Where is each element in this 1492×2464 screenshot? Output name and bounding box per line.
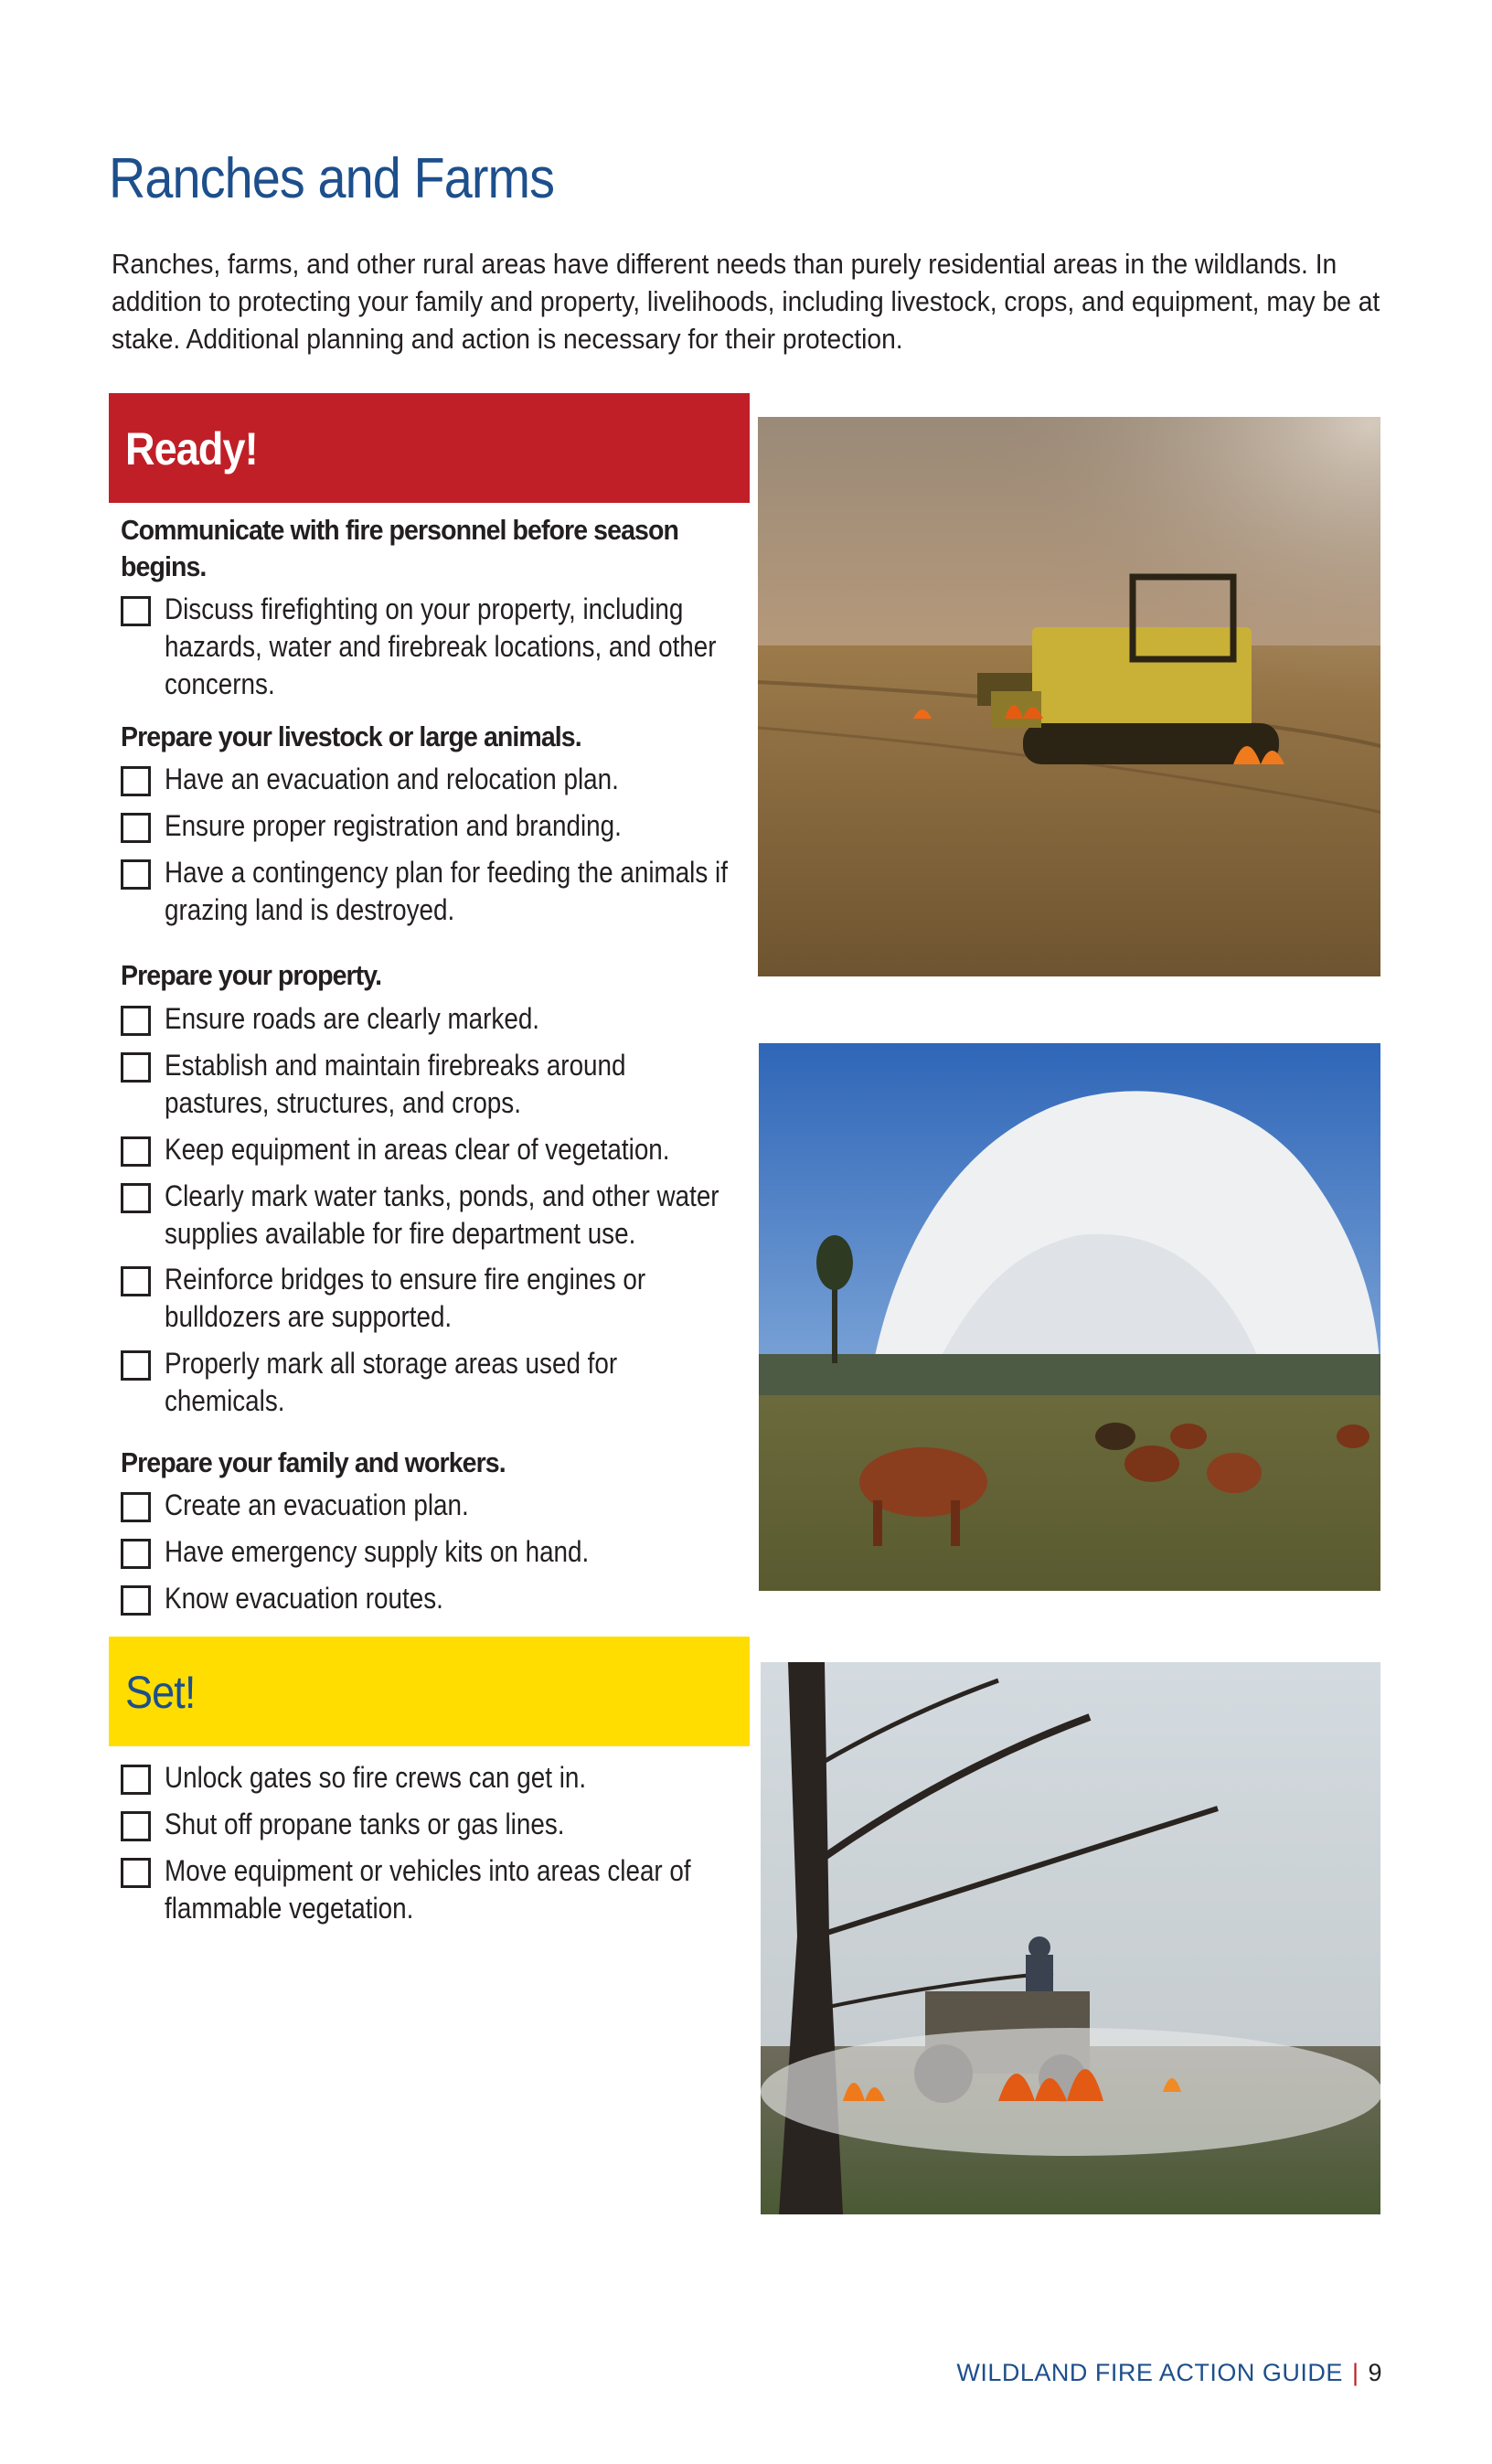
section-heading-property: Prepare your property. (121, 959, 382, 991)
checkbox[interactable] (121, 1266, 151, 1296)
section-heading-livestock: Prepare your livestock or large animals. (121, 720, 581, 752)
set-label: Set! (125, 1667, 196, 1718)
checkbox[interactable] (121, 1136, 151, 1167)
footer-separator: | (1351, 2359, 1359, 2386)
checkbox[interactable] (121, 596, 151, 626)
checkbox[interactable] (121, 1765, 151, 1795)
page-number: 9 (1368, 2359, 1382, 2386)
checkbox[interactable] (121, 766, 151, 796)
checkbox[interactable] (121, 1585, 151, 1616)
set-banner (109, 1637, 750, 1746)
section-heading-family: Prepare your family and workers. (121, 1446, 506, 1478)
page-title: Ranches and Farms (109, 147, 555, 210)
checkbox[interactable] (121, 1492, 151, 1522)
ready-label: Ready! (125, 423, 258, 475)
intro-paragraph: Ranches, farms, and other rural areas have different needs than purely residential areas in the wildlands. In addition to protecting your family and property, livelihoods, including livestock, crops, and equipment, may be at stake. Additional planning and action is necessary for their protection. (112, 248, 1380, 355)
checkbox[interactable] (121, 859, 151, 890)
checkbox[interactable] (121, 1811, 151, 1841)
checkbox[interactable] (121, 1183, 151, 1213)
section-heading-communicate: Communicate with fire personnel before season begins. (121, 514, 678, 582)
checkbox[interactable] (121, 813, 151, 843)
ready-banner (109, 393, 750, 503)
footer-guide-title: WILDLAND FIRE ACTION GUIDE (956, 2359, 1343, 2386)
page-footer (956, 2359, 1382, 2387)
tractor-burning-photo (761, 1662, 1380, 2214)
bulldozer-fire-photo (758, 417, 1380, 976)
cattle-smoke-photo (759, 1043, 1380, 1591)
checkbox[interactable] (121, 1052, 151, 1083)
checkbox[interactable] (121, 1350, 151, 1381)
checkbox[interactable] (121, 1006, 151, 1036)
checkbox[interactable] (121, 1858, 151, 1888)
checkbox[interactable] (121, 1539, 151, 1569)
